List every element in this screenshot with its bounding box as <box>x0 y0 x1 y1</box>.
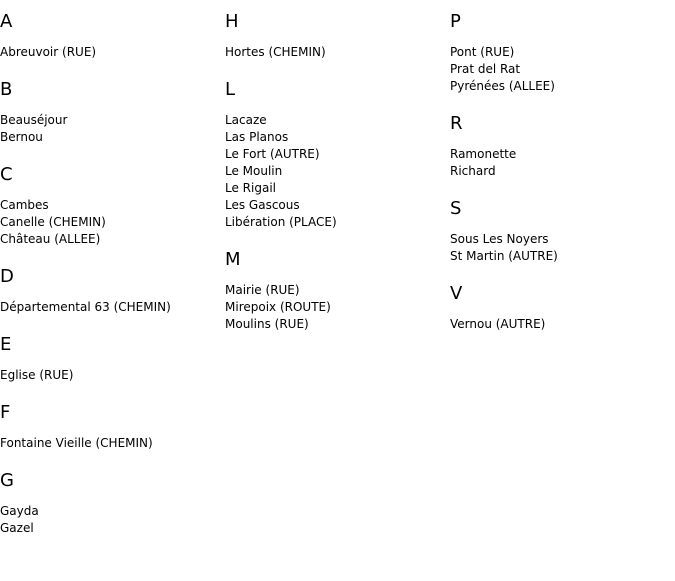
street-link[interactable]: Las Planos <box>225 130 289 144</box>
street-item <box>225 316 450 333</box>
street-item <box>225 112 450 129</box>
letter-heading: A <box>0 11 13 32</box>
street-list <box>0 367 225 384</box>
street-link[interactable]: Gayda <box>0 504 39 518</box>
street-item <box>0 503 225 520</box>
street-list <box>450 44 675 95</box>
street-list <box>225 282 450 333</box>
street-link[interactable]: Bernou <box>0 130 43 144</box>
letter-group <box>225 10 450 61</box>
street-link[interactable]: Château (ALLEE) <box>0 232 101 246</box>
letter-heading: F <box>0 402 11 423</box>
street-item <box>0 435 225 452</box>
street-link[interactable]: Hortes (CHEMIN) <box>225 45 326 59</box>
street-list <box>0 435 225 452</box>
street-link[interactable]: Cambes <box>0 198 49 212</box>
street-link[interactable]: Le Moulin <box>225 164 283 178</box>
street-item <box>225 282 450 299</box>
street-link[interactable]: Pyrénées (ALLEE) <box>450 79 555 93</box>
letter-group <box>225 248 450 333</box>
street-link[interactable]: Canelle (CHEMIN) <box>0 215 106 229</box>
street-link[interactable]: Les Gascous <box>225 198 300 212</box>
street-list <box>450 316 675 333</box>
street-item <box>450 146 675 163</box>
street-item <box>225 129 450 146</box>
street-item <box>450 231 675 248</box>
street-list <box>225 44 450 61</box>
street-item <box>225 180 450 197</box>
street-link[interactable]: Mairie (RUE) <box>225 283 300 297</box>
street-link[interactable]: Beauséjour <box>0 113 68 127</box>
street-link[interactable]: Lacaze <box>225 113 267 127</box>
street-link[interactable]: Richard <box>450 164 496 178</box>
street-item <box>0 231 225 248</box>
street-link[interactable]: Libération (PLACE) <box>225 215 337 229</box>
street-list <box>0 299 225 316</box>
letter-group <box>0 333 225 384</box>
letter-heading: G <box>0 470 14 491</box>
letter-heading: V <box>450 283 463 304</box>
street-item <box>0 44 225 61</box>
letter-group <box>450 10 675 95</box>
street-list <box>0 44 225 61</box>
street-item <box>225 163 450 180</box>
street-item <box>0 112 225 129</box>
street-link[interactable]: Fontaine Vieille (CHEMIN) <box>0 436 153 450</box>
letter-heading: B <box>0 79 13 100</box>
letter-group <box>0 265 225 316</box>
street-item <box>0 214 225 231</box>
street-item <box>225 146 450 163</box>
letter-heading: R <box>450 113 463 134</box>
letter-group <box>450 282 675 333</box>
letter-group <box>450 112 675 180</box>
street-item <box>450 78 675 95</box>
street-item <box>0 197 225 214</box>
index-column <box>225 10 450 350</box>
letter-group <box>0 10 225 61</box>
street-link[interactable]: Le Fort (AUTRE) <box>225 147 320 161</box>
street-item <box>450 44 675 61</box>
street-link[interactable]: Vernou (AUTRE) <box>450 317 546 331</box>
street-item <box>225 214 450 231</box>
street-item <box>225 299 450 316</box>
street-item <box>225 44 450 61</box>
street-link[interactable]: Pont (RUE) <box>450 45 515 59</box>
street-link[interactable]: Sous Les Noyers <box>450 232 549 246</box>
street-list <box>225 112 450 231</box>
letter-heading: H <box>225 11 239 32</box>
street-item <box>0 299 225 316</box>
index-column <box>450 10 675 350</box>
street-list <box>0 197 225 248</box>
street-item <box>0 129 225 146</box>
street-link[interactable]: Ramonette <box>450 147 517 161</box>
street-list <box>0 112 225 146</box>
street-item <box>450 163 675 180</box>
letter-group <box>0 469 225 537</box>
letter-group <box>0 401 225 452</box>
street-link[interactable]: Abreuvoir (RUE) <box>0 45 97 59</box>
letter-group <box>0 163 225 248</box>
street-item <box>225 197 450 214</box>
street-item <box>0 367 225 384</box>
street-link[interactable]: Gazel <box>0 521 34 535</box>
letter-heading: M <box>225 249 241 270</box>
letter-group <box>450 197 675 265</box>
street-list <box>450 231 675 265</box>
street-link[interactable]: Moulins (RUE) <box>225 317 309 331</box>
street-link[interactable]: Mirepoix (ROUTE) <box>225 300 331 314</box>
street-item <box>450 61 675 78</box>
street-item <box>450 248 675 265</box>
street-link[interactable]: St Martin (AUTRE) <box>450 249 558 263</box>
street-link[interactable]: Le Rigail <box>225 181 276 195</box>
letter-group <box>225 78 450 231</box>
street-link[interactable]: Prat del Rat <box>450 62 521 76</box>
street-link[interactable]: Départemental 63 (CHEMIN) <box>0 300 171 314</box>
street-list <box>450 146 675 180</box>
letter-heading: S <box>450 198 462 219</box>
letter-heading: D <box>0 266 14 287</box>
street-list <box>0 503 225 537</box>
letter-heading: E <box>0 334 12 355</box>
index-column <box>0 10 225 554</box>
letter-heading: C <box>0 164 13 185</box>
letter-heading: P <box>450 11 461 32</box>
letter-heading: L <box>225 79 236 100</box>
street-item <box>450 316 675 333</box>
street-link[interactable]: Eglise (RUE) <box>0 368 74 382</box>
street-item <box>0 520 225 537</box>
letter-group <box>0 78 225 146</box>
